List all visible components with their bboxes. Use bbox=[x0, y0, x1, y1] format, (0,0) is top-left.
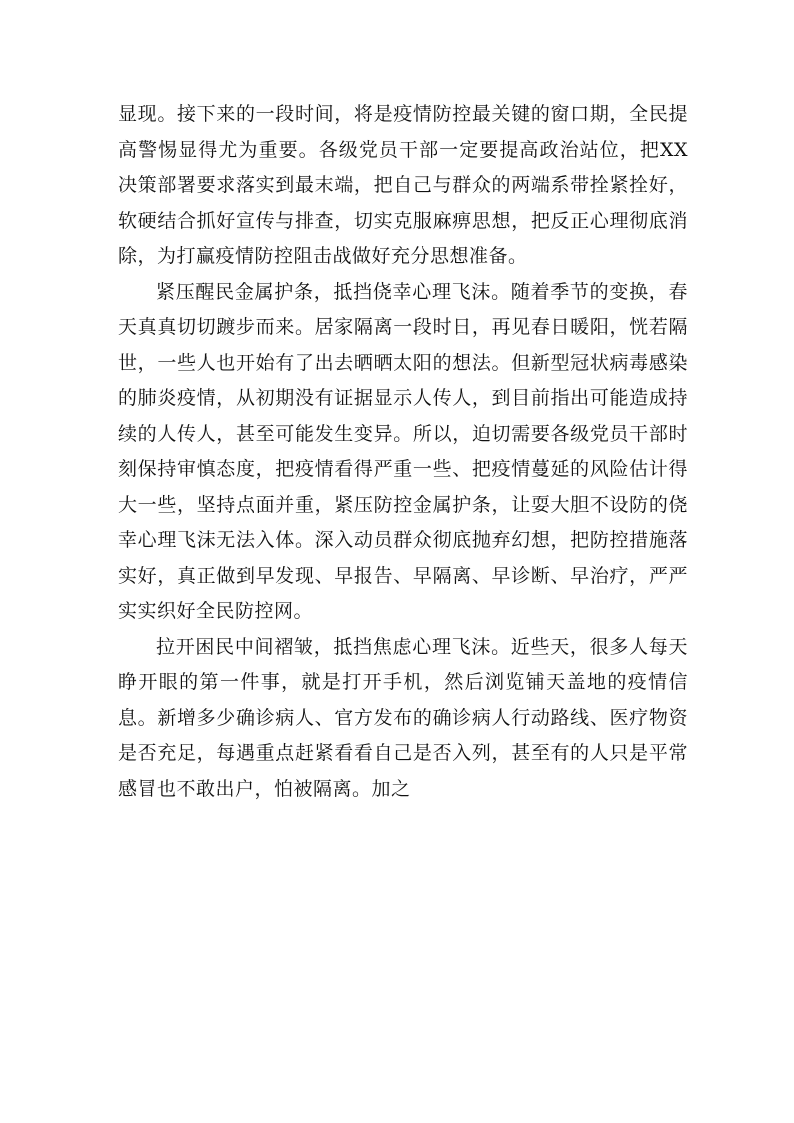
paragraph-1: 显现。接下来的一段时间，将是疫情防控最关键的窗口期，全民提高警惕显得尤为重要。各级党员干部一定要提高政治站位，把XX决策部署要求落实到最末端，把自己与群众的两端系带拴紧拴好，软硬结合抓好宣传与排查，切实克服麻痹思想，把反正心理彻底消除，为打赢疫情防控阻击战做好充分思想准备。 bbox=[118, 103, 688, 267]
document-body bbox=[118, 97, 688, 807]
paragraph-2: 紧压醒民金属护条，抵挡侥幸心理飞沫。随着季节的变换，春天真真切切踱步而来。居家隔离一段时日，再见春日暖阳，恍若隔世，一些人也开始有了出去晒晒太阳的想法。但新型冠状病毒感染的肺炎疫情，从初期没有证据显示人传人，到目前指出可能造成持续的人传人，甚至可能发生变异。所以，迫切需要各级党员干部时刻保持审慎态度，把疫情看得严重一些、把疫情蔓延的风险估计得大一些，坚持点面并重，紧压防控金属护条，让耍大胆不设防的侥幸心理飞沫无法入体。深入动员群众彻底抛弃幻想，把防控措施落实好，真正做到早发现、早报告、早隔离、早诊断、早治疗，严严实实织好全民防控网。 bbox=[118, 280, 688, 622]
paragraph-3: 拉开困民中间褶皱，抵挡焦虑心理飞沫。近些天，很多人每天睁开眼的第一件事，就是打开手机，然后浏览铺天盖地的疫情信息。新增多少确诊病人、官方发布的确诊病人行动路线、医疗物资是否充足，每遇重点赶紧看看自己是否入列，甚至有的人只是平常感冒也不敢出户，怕被隔离。加之 bbox=[118, 635, 688, 800]
